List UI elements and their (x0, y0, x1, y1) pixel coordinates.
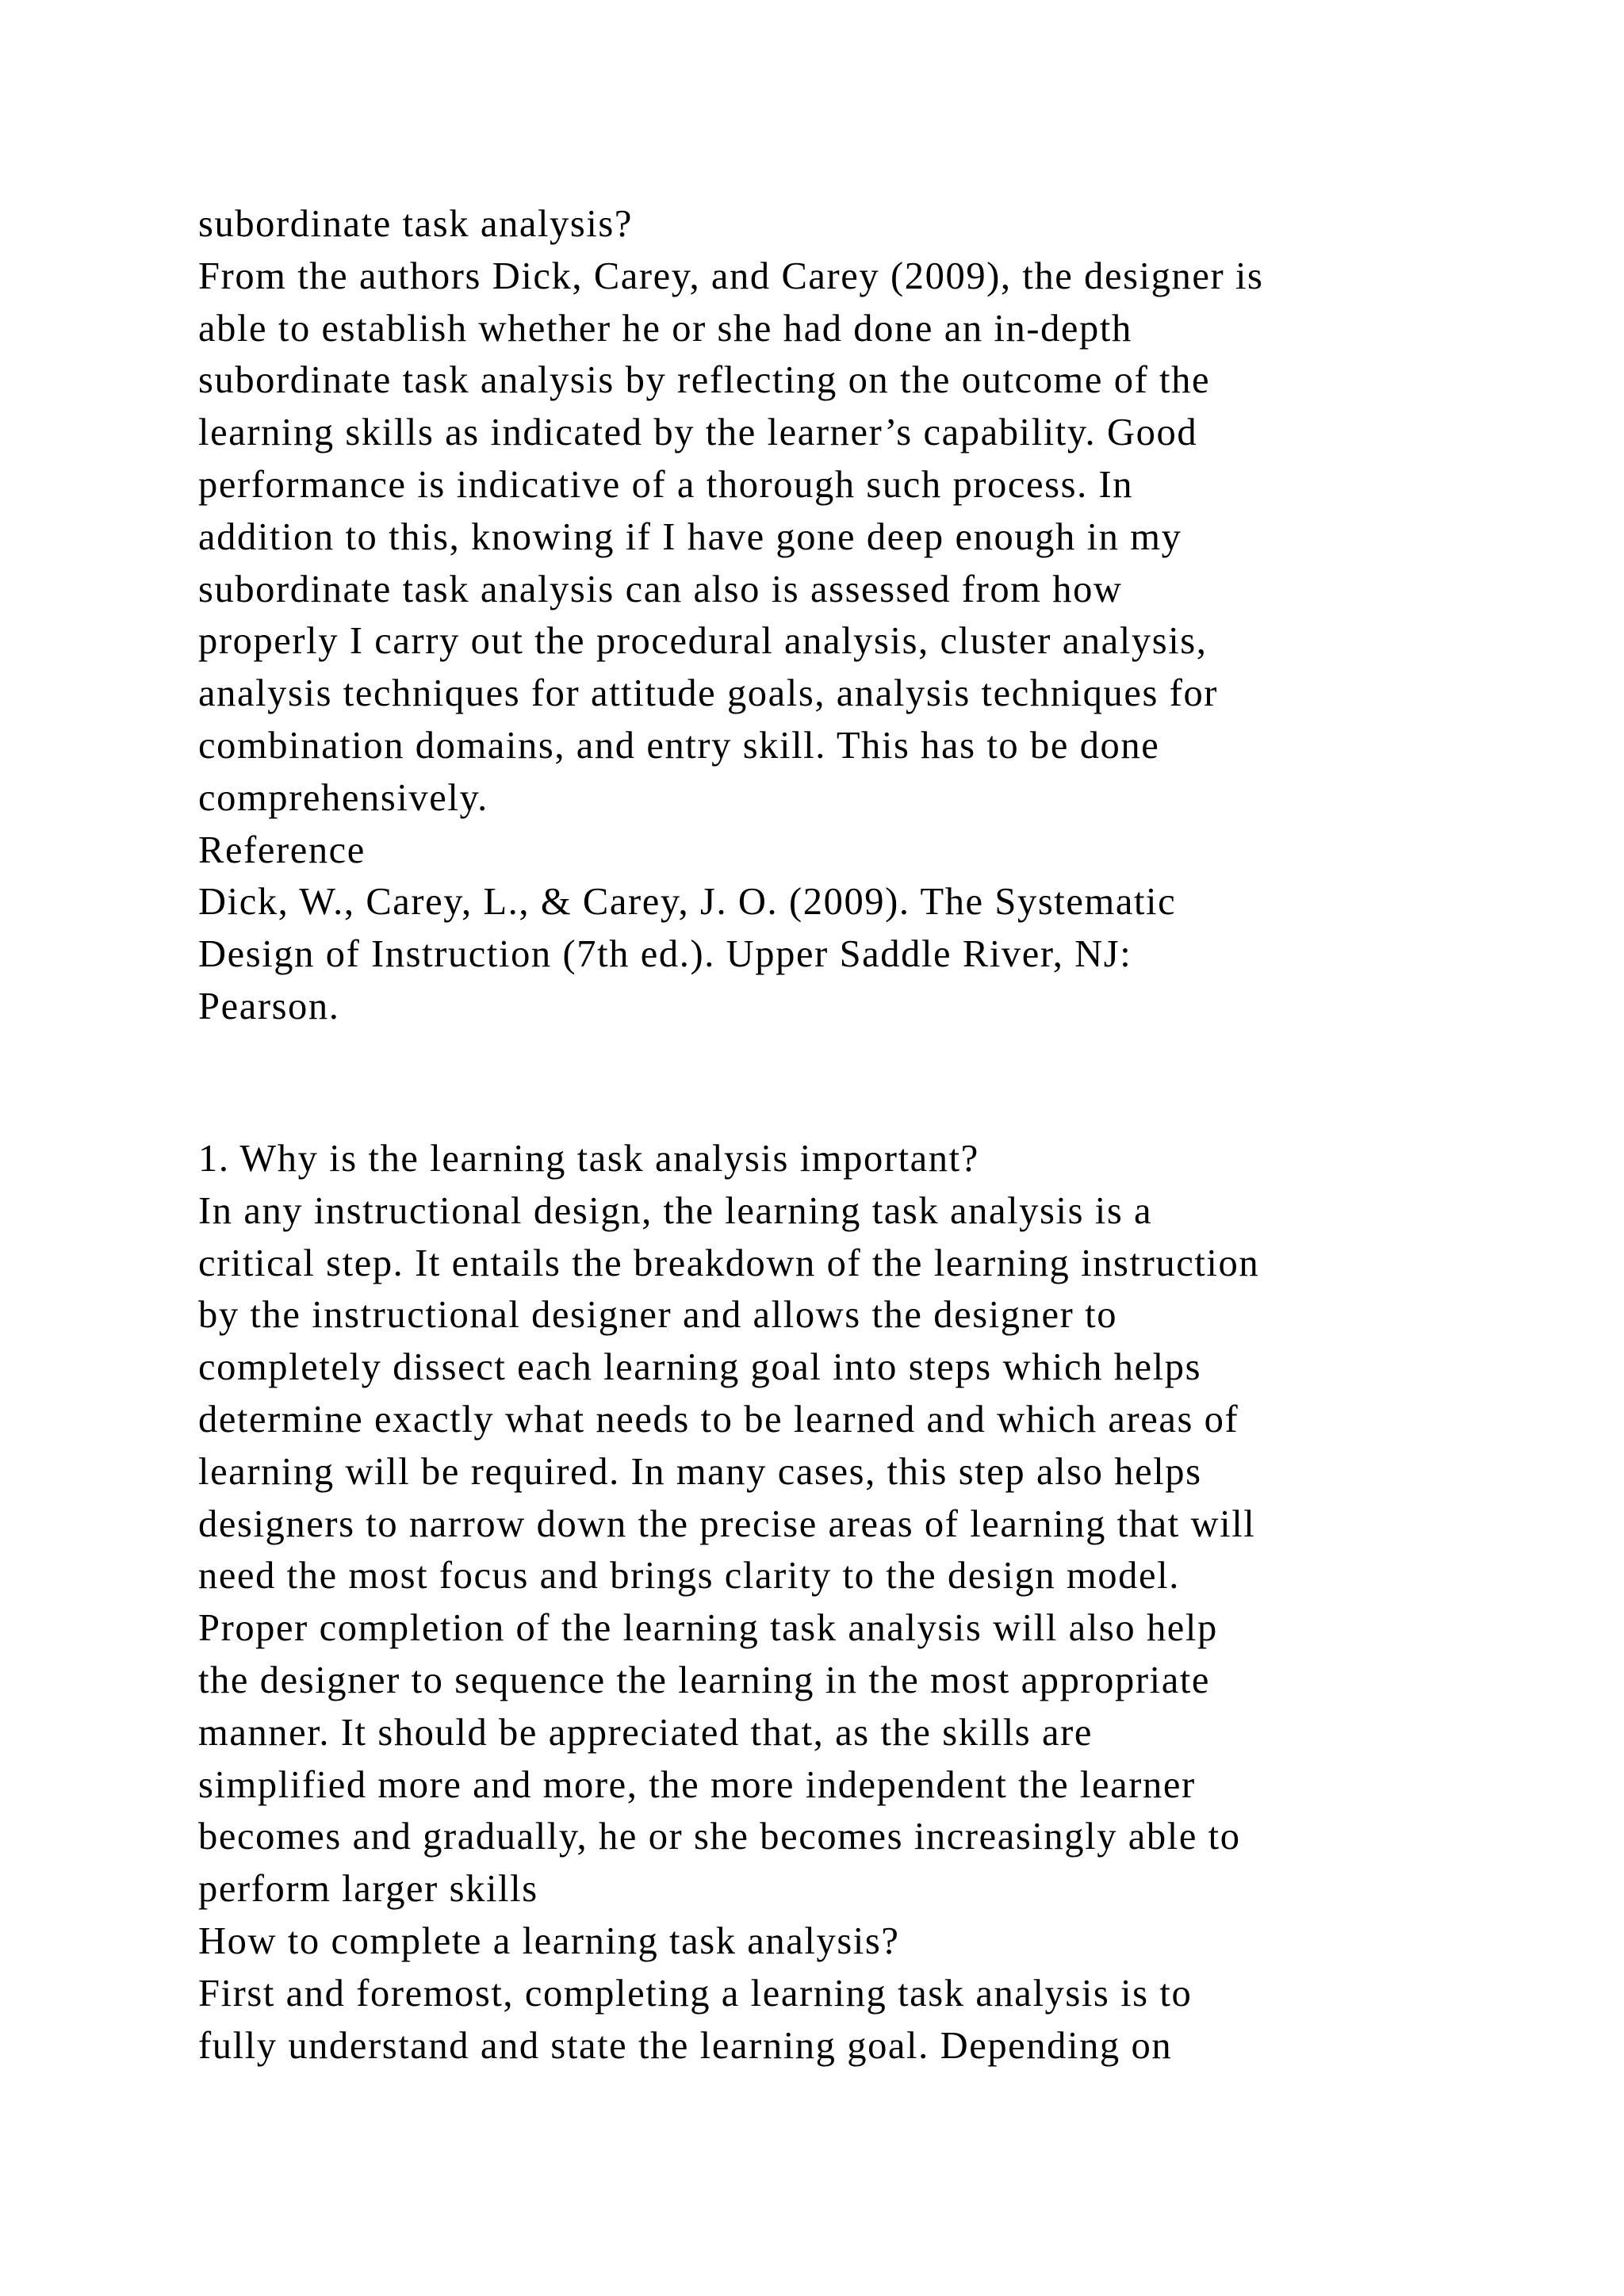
text-line: Proper completion of the learning task analysis will also help (198, 1607, 1218, 1650)
text-line: performance is indicative of a thorough such process. In (198, 463, 1134, 506)
text-line: manner. It should be appreciated that, as the skills are (198, 1711, 1093, 1754)
text-line: critical step. It entails the breakdown of the learning instruction (198, 1242, 1260, 1284)
text-line: simplified more and more, the more independent the learner (198, 1763, 1196, 1806)
text-line: by the instructional designer and allows the designer to (198, 1294, 1118, 1337)
question-heading: 1. Why is the learning task analysis important? (198, 1138, 979, 1180)
text-line: designers to narrow down the precise areas of learning that will (198, 1502, 1256, 1545)
text-line: analysis techniques for attitude goals, analysis techniques for (198, 672, 1219, 715)
text-line: subordinate task analysis? (198, 203, 634, 245)
text-line: From the authors Dick, Carey, and Carey (2009), the designer is (198, 254, 1264, 297)
text-line: subordinate task analysis by reflecting on the outcome of the (198, 359, 1211, 402)
text-line: learning will be required. In many cases, this step also helps (198, 1450, 1202, 1493)
text-line: learning skills as indicated by the learner’s capability. Good (198, 411, 1198, 454)
text-line: addition to this, knowing if I have gone deep enough in my (198, 515, 1182, 558)
text-line: In any instructional design, the learning task analysis is a (198, 1189, 1153, 1232)
text-line: need the most focus and brings clarity to the design model. (198, 1555, 1180, 1598)
text-line: able to establish whether he or she had done an in-depth (198, 307, 1132, 350)
reference-line: Design of Instruction (7th ed.). Upper Saddle River, NJ: (198, 933, 1132, 976)
question-heading: How to complete a learning task analysis? (198, 1919, 900, 1962)
text-line: becomes and gradually, he or she becomes increasingly able to (198, 1816, 1241, 1858)
text-line: properly I carry out the procedural analysis, cluster analysis, (198, 620, 1208, 663)
text-block-learning-task-analysis (198, 1133, 1507, 2072)
reference-line: Pearson. (198, 985, 340, 1027)
text-line: determine exactly what needs to be learned and which areas of (198, 1398, 1239, 1441)
text-line: First and foremost, completing a learning task analysis is to (198, 1972, 1193, 2015)
reference-heading: Reference (198, 828, 366, 871)
text-line: completely dissect each learning goal into steps which helps (198, 1346, 1202, 1389)
text-line: perform larger skills (198, 1868, 538, 1911)
text-line: subordinate task analysis can also is assessed from how (198, 568, 1123, 610)
text-block-subordinate-analysis (198, 198, 1507, 1033)
text-line: combination domains, and entry skill. This has to be done (198, 724, 1160, 767)
reference-line: Dick, W., Carey, L., & Carey, J. O. (2009). The Systematic (198, 881, 1177, 924)
text-line: the designer to sequence the learning in the most appropriate (198, 1659, 1211, 1701)
text-line: fully understand and state the learning goal. Depending on (198, 2024, 1173, 2067)
text-line: comprehensively. (198, 776, 488, 819)
